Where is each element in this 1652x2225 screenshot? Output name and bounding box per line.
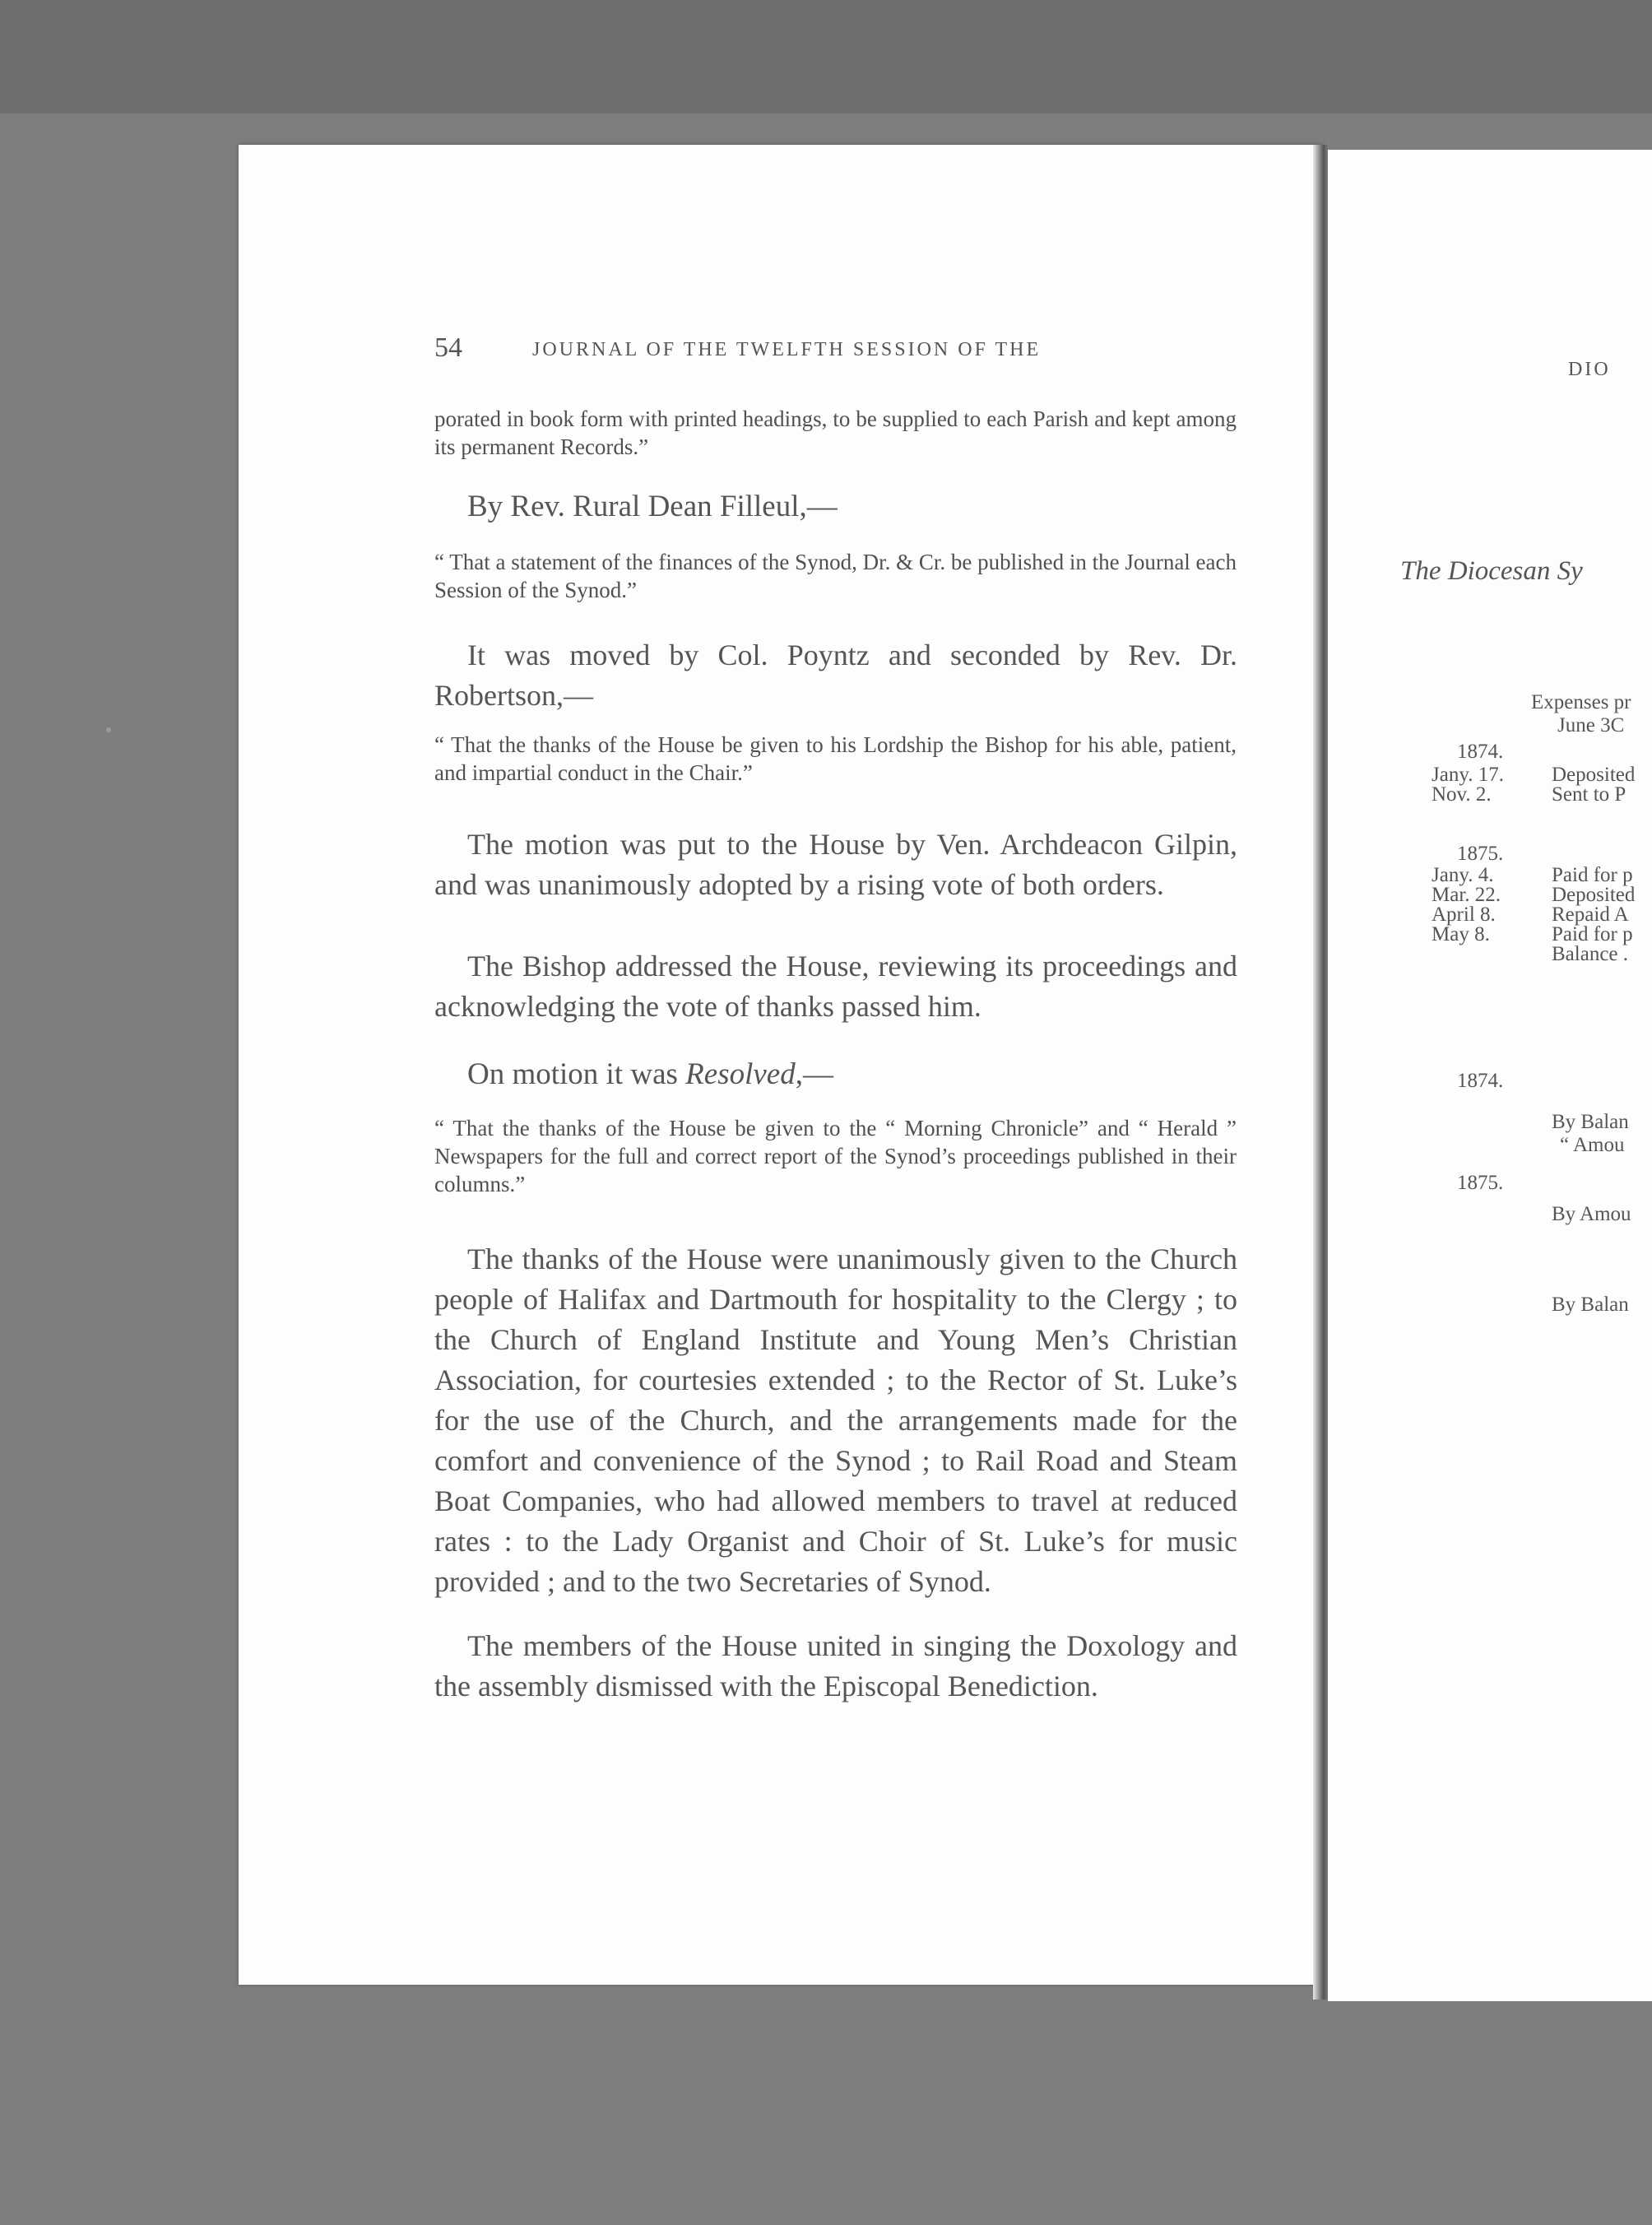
- ledger-desc: “ Amou: [1560, 1134, 1625, 1156]
- paragraph-thanks: The thanks of the House were unanimously given to the Church people of Halifax and Dartmouth for hospitality to the Clergy ; to the Church of England Institute and Young Men’s Christian Association, for courtesies extended ; to the Rector of St. Luke’s for the use of the Church, and the arrangements made for the comfort and convenience of the Synod ; to Rail Road and Steam Boat Companies, who had allowed members to travel at reduced rates : to the Lady Organist and Choir of St. Luke’s for music provided ; and to the two Secretaries of Synod.: [434, 1243, 1237, 1598]
- paragraph-bishop: The Bishop addressed the House, reviewing its proceedings and acknowledging the vote of thanks passed him.: [434, 950, 1237, 1023]
- quote-newspapers: “ That the thanks of the House be given to the “ Morning Chronicle” and “ Herald ” Newspapers for the full and correct report of the Synod’s proceedings published in their columns.”: [434, 1116, 1237, 1196]
- paragraph-continued: porated in book form with printed headings, to be supplied to each Parish and kept among its permanent Records.”: [434, 406, 1237, 459]
- left-page: [239, 145, 1323, 1985]
- ledger-desc: Sent to P: [1552, 783, 1626, 806]
- running-head: JOURNAL OF THE TWELFTH SESSION OF THE: [532, 339, 1042, 360]
- right-title-fragment: The Diocesan Sy: [1400, 556, 1583, 586]
- ledger-desc: Repaid A: [1552, 903, 1629, 926]
- resolved-prefix: On motion it was: [467, 1057, 686, 1091]
- ledger-date: 1875.: [1457, 1172, 1504, 1194]
- ledger-date: May 8.: [1432, 923, 1490, 945]
- page-number: 54: [434, 332, 462, 363]
- ledger-date: 1875.: [1457, 843, 1504, 865]
- ledger-date: 1874.: [1457, 1070, 1504, 1092]
- resolved-word: Resolved: [685, 1057, 796, 1091]
- scan-dust-speck: [106, 727, 111, 732]
- ledger-desc: By Balan: [1552, 1294, 1629, 1316]
- ledger-date: Mar. 22.: [1432, 884, 1501, 906]
- quote-thanks-bishop: “ That the thanks of the House be given to his Lordship the Bishop for his able, patient, and impartial conduct in the Chair.”: [434, 732, 1237, 785]
- expenses-head-2: June 3C: [1557, 714, 1625, 736]
- ledger-date: April 8.: [1432, 903, 1496, 926]
- ledger-desc: By Balan: [1552, 1111, 1629, 1133]
- resolved-line: [467, 1057, 833, 1092]
- ledger-desc: Paid for p: [1552, 923, 1633, 945]
- ledger-date: Jany. 4.: [1432, 864, 1494, 886]
- right-running-head: DIO: [1568, 359, 1611, 380]
- ledger-desc: Balance .: [1552, 943, 1629, 965]
- ledger-desc: Deposited: [1552, 884, 1636, 906]
- speaker-filleul: By Rev. Rural Dean Filleul,—: [467, 490, 838, 523]
- scan-top-band: [0, 0, 1652, 114]
- ledger-date: Nov. 2.: [1432, 783, 1492, 806]
- paragraph-motion: The motion was put to the House by Ven. Archdeacon Gilpin, and was unanimously adopted by a rising vote of both orders.: [434, 828, 1237, 901]
- ledger-desc: Deposited: [1552, 764, 1636, 786]
- ledger-desc: Paid for p: [1552, 864, 1633, 886]
- expenses-head-1: Expenses pr: [1531, 691, 1631, 713]
- resolved-suffix: ,—: [795, 1057, 833, 1091]
- ledger-desc: By Amou: [1552, 1203, 1631, 1225]
- moved-line-1: It was moved by Col. Poyntz and seconded by Rev. Dr.: [467, 639, 1237, 671]
- paragraph-doxology: The members of the House united in singing the Doxology and the assembly dismissed with the Episcopal Benediction.: [434, 1629, 1237, 1702]
- moved-line-2: Robertson,—: [434, 679, 593, 712]
- book-gutter: [1313, 145, 1328, 2000]
- ledger-date: Jany. 17.: [1432, 764, 1504, 786]
- right-page: [1328, 150, 1652, 2001]
- ledger-date: 1874.: [1457, 741, 1504, 763]
- quote-finances: “ That a statement of the finances of the Synod, Dr. & Cr. be published in the Journal each Session of the Synod.”: [434, 550, 1237, 602]
